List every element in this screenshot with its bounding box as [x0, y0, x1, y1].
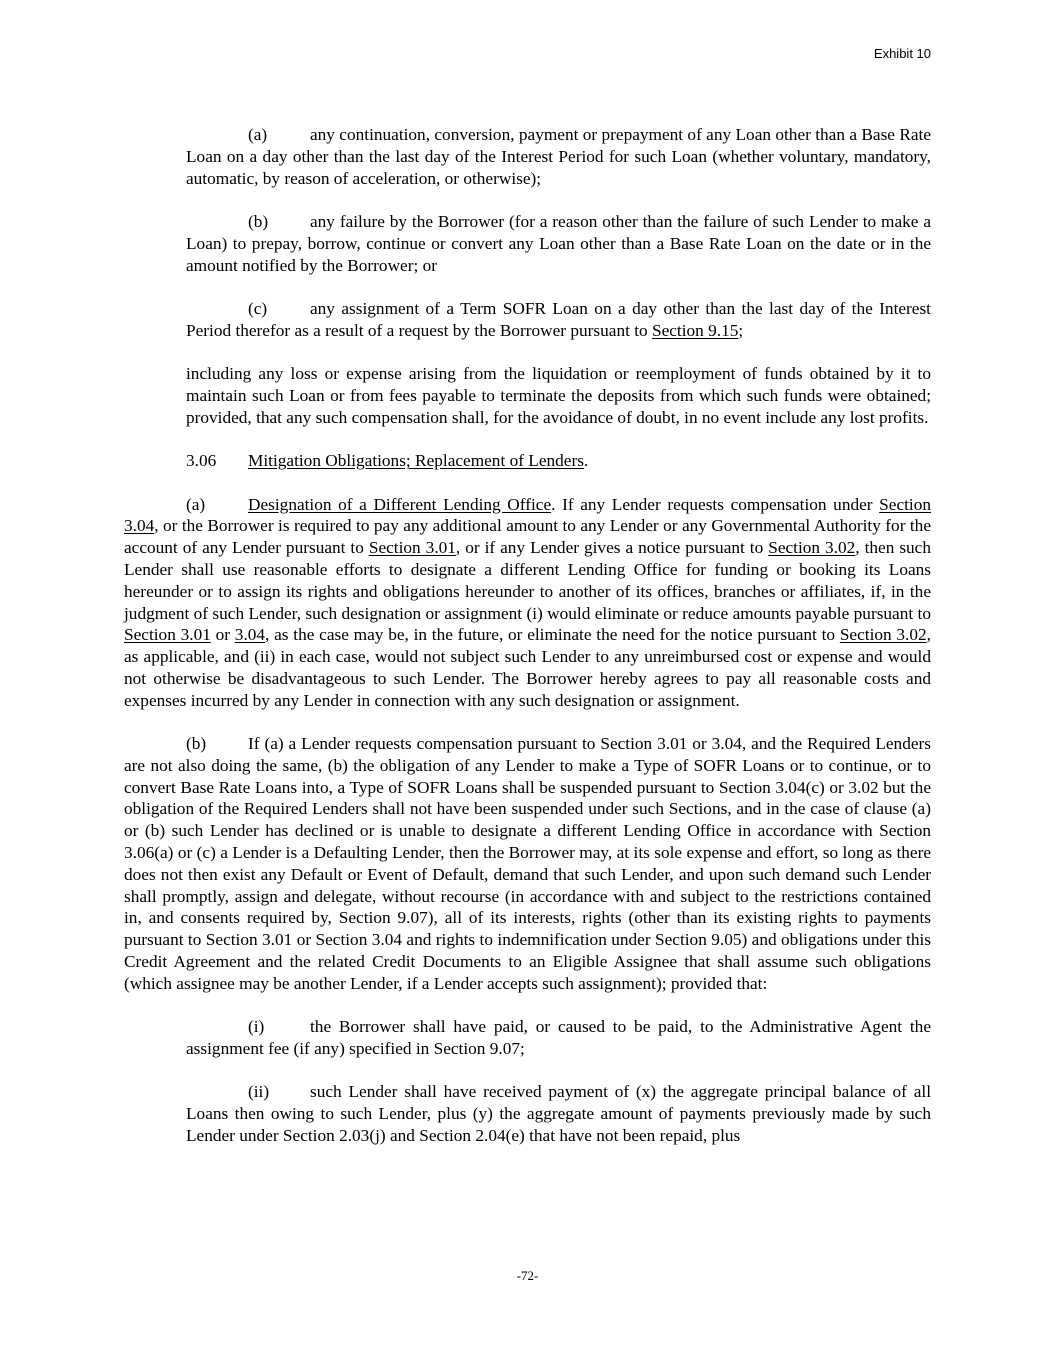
paragraph-306a: (a) Designation of a Different Lending Office. If any Lender requests compensation under Section 3.04, or the Borrower is required to pay any additional amount to any Lender or any Governmental Authority for the account of any Lender pursuant to Section 3.01, or if any Lender gives a notice pursuant to Section 3.02, then such Lender shall use reasonable efforts to designate a different Lending Office for funding or booking its Loans hereunder or to assign its rights and obligations hereunder to another of its offices, branches or affiliates, if, in the judgment of such Lender, such designation or assignment (i) would eliminate or reduce amounts payable pursuant to Section 3.01 or 3.04, as the case may be, in the future, or eliminate the need for the notice pursuant to Section 3.02, as applicable, and (ii) in each case, would not subject such Lender to any unreimbursed cost or expense and would not otherwise be disadvantageous to such Lender. The Borrower hereby agrees to pay all reasonable costs and expenses incurred by any Lender in connection with any such designation or assignment.	[124, 494, 931, 710]
subclause-i	[186, 1016, 931, 1060]
clause-b-text: any failure by the Borrower (for a reason other than the failure of such Lender to make a Loan) to prepay, borrow, continue or convert any Loan other than a Base Rate Loan on the date or in the amount notified by the Borrower; or	[186, 211, 931, 275]
section-reference: 3.04	[234, 625, 266, 645]
paragraph-306b-text: If (a) a Lender requests compensation pursuant to Section 3.01 or 3.04, and the Required Lenders are not also doing the same, (b) the obligation of any Lender to make a Type of SOFR Loans or to continue, or to convert Base Rate Loans into, a Type of SOFR Loans shall be suspended pursuant to Section 3.04(c) or 3.02 but the obligation of the Required Lenders shall not have been suspended under such Sections, and in the case of clause (a) or (b) such Lender has declined or is unable to designate a different Lending Office in accordance with Section 3.06(a) or (c) a Lender is a Defaulting Lender, then the Borrower may, at its sole expense and effort, so long as there does not then exist any Default or Event of Default, demand that such Lender, and upon such demand such Lender shall promptly, assign and delegate, without recourse (in accordance with and subject to the restrictions contained in, and consents required by, Section 9.07), all of its interests, rights (other than its existing rights to payments pursuant to Section 3.01 or Section 3.04 and rights to indemnification under Section 9.05) and obligations under this Credit Agreement and the related Credit Documents to an Eligible Assignee that shall assume such obligations (which assignee may be another Lender, if a Lender accepts such assignment); provided that:	[124, 734, 931, 993]
including-paragraph: including any loss or expense arising from the liquidation or reemployment of funds obtained by it to maintain such Loan or from fees payable to terminate the deposits from which such funds were obtained; provided, that any such compensation shall, for the avoidance of doubt, in no event include any lost profits.	[186, 364, 931, 427]
section-reference: Section 3.04	[124, 494, 931, 536]
clause-b-label: (b)	[248, 211, 269, 231]
subclause-i-label: (i)	[248, 1017, 265, 1037]
clause-a-label: (a)	[248, 125, 268, 144]
section-reference: Section 3.02	[839, 625, 927, 645]
clause-a	[186, 124, 931, 189]
page-number: -72-	[516, 1268, 539, 1283]
section-reference: Section 3.01	[124, 625, 211, 645]
paragraph-306b	[124, 733, 931, 995]
clause-a-text: any continuation, conversion, payment or prepayment of any Loan other than a Base Rate Loan on a day other than the last day of the Interest Period for such Loan (whether voluntary, mandatory, automatic, by reason of acceleration, or otherwise);	[186, 125, 931, 188]
paragraph-306a-label: (a)	[186, 494, 206, 514]
subclause-ii-text: such Lender shall have received payment of (x) the aggregate principal balance of all Loans then owing to such Lender, plus (y) the aggregate amount of payments previously made by such Lender under Section 2.03(j) and Section 2.04(e) that have not been repaid, plus	[186, 1082, 931, 1146]
clause-b	[186, 211, 931, 276]
paragraph-306a-heading: Designation of a Different Lending Office	[248, 494, 552, 514]
paragraph-306b-label: (b)	[186, 734, 207, 754]
section-number: 3.06	[186, 451, 217, 471]
subclause-ii	[186, 1081, 931, 1146]
section-reference: Section 9.15	[651, 320, 739, 340]
section-reference: Section 3.01	[368, 538, 456, 558]
section-title: Mitigation Obligations; Replacement of Lenders	[248, 451, 584, 471]
section-reference: Section 3.02	[768, 538, 856, 558]
exhibit-label: Exhibit 10	[873, 46, 931, 61]
subclause-i-text: the Borrower shall have paid, or caused to be paid, to the Administrative Agent the assignment fee (if any) specified in Section 9.07;	[186, 1017, 931, 1059]
clause-c-label: (c)	[248, 298, 268, 318]
clause-c: (c) any assignment of a Term SOFR Loan on a day other than the last day of the Interest Period therefor as a result of a request by the Borrower pursuant to Section 9.15;	[186, 298, 931, 340]
section-heading: 3.06 Mitigation Obligations; Replacement of Lenders.	[186, 451, 589, 471]
clause-c-text: any assignment of a Term SOFR Loan on a day other than the last day of the Interest Period therefor as a result of a request by the Borrower pursuant to	[186, 298, 931, 340]
subclause-ii-label: (ii)	[248, 1082, 270, 1102]
document-body	[124, 124, 931, 1147]
